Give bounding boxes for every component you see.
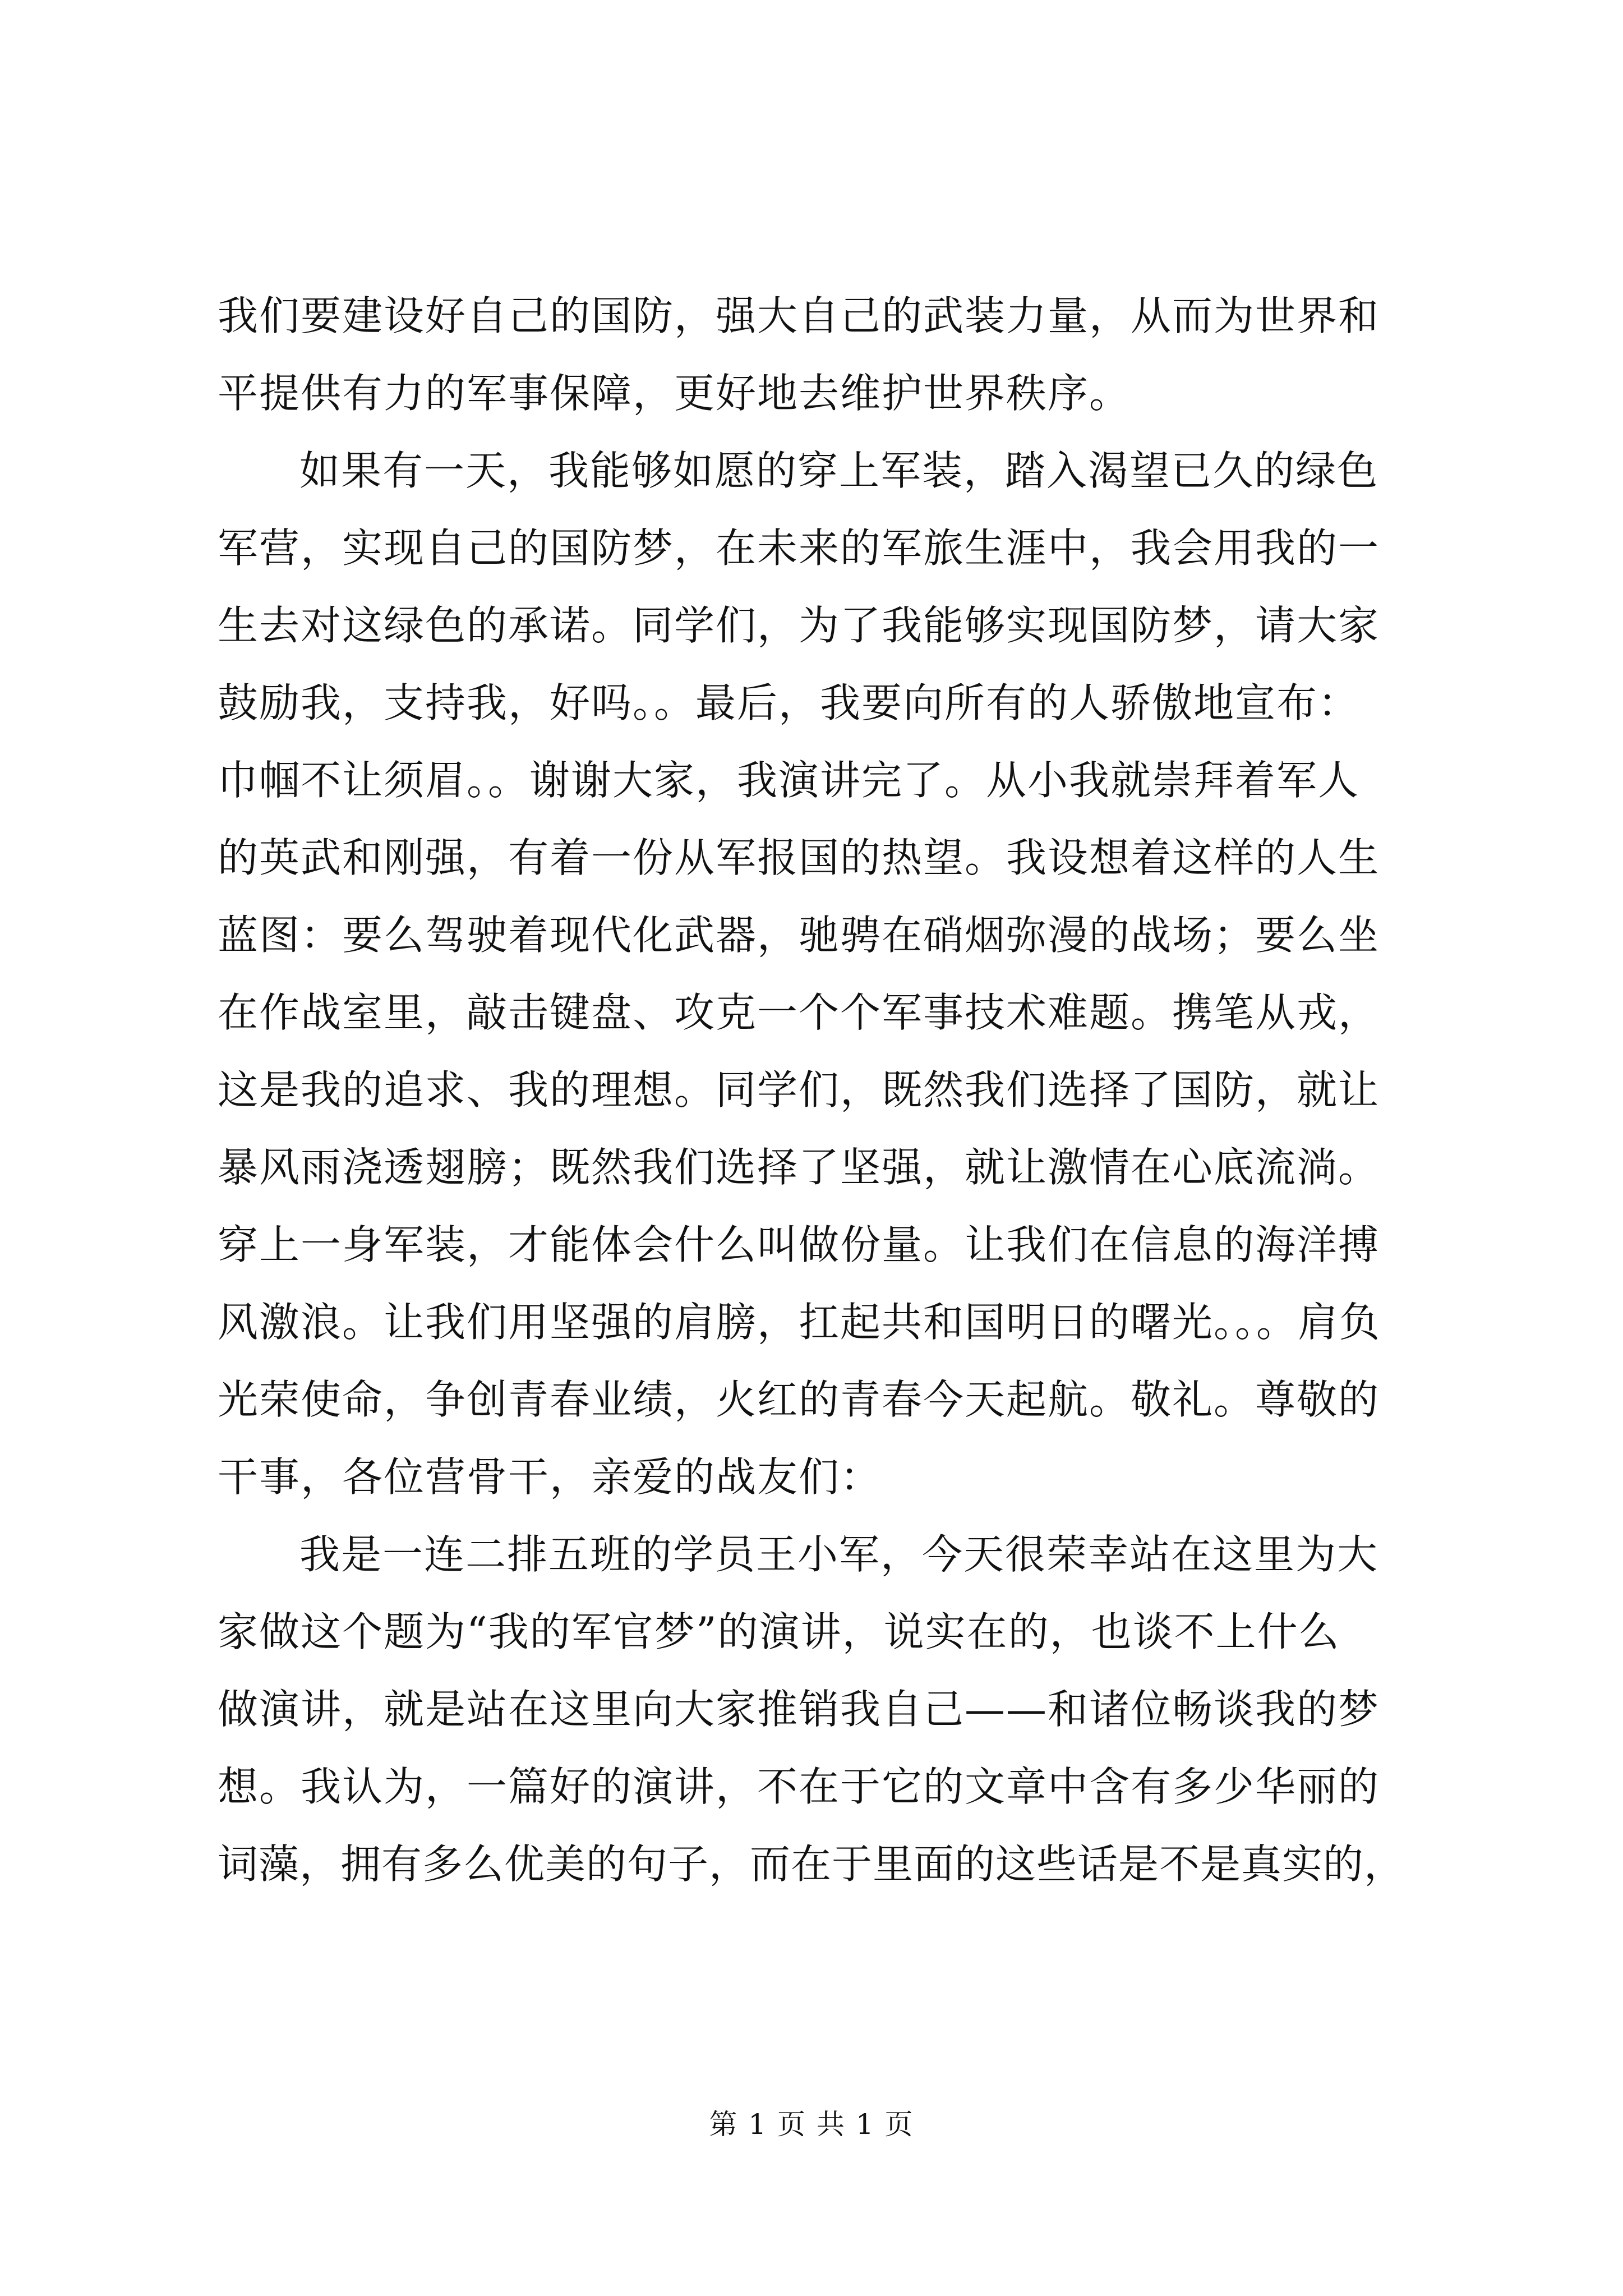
text-line: 做演讲，就是站在这里向大家推销我自己——和诸位畅谈我的梦 <box>218 1686 1380 1733</box>
text-line: 光荣使命，争创青春业绩，火红的青春今天起航。敬礼。尊敬的 <box>218 1376 1380 1423</box>
text-line: 我们要建设好自己的国防，强大自己的武装力量，从而为世界和 <box>218 292 1380 339</box>
text-line: 军营，实现自己的国防梦，在未来的军旅生涯中，我会用我的一 <box>218 524 1380 572</box>
text-line: 家做这个题为“我的军官梦”的演讲，说实在的，也谈不上什么 <box>218 1608 1340 1655</box>
text-line: 在作战室里，敲击键盘、攻克一个个军事技术难题。携笔从戎， <box>218 989 1380 1036</box>
text-line: 暴风雨浇透翅膀；既然我们选择了坚强，就让激情在心底流淌。 <box>218 1144 1380 1191</box>
text-line: 蓝图：要么驾驶着现代化武器，驰骋在硝烟弥漫的战场；要么坐 <box>218 912 1380 959</box>
page-footer: 第 1 页 共 1 页 <box>709 2108 914 2141</box>
text-line: 平提供有力的军事保障，更好地去维护世界秩序。 <box>218 370 1131 417</box>
text-line: 想。我认为，一篇好的演讲，不在于它的文章中含有多少华丽的 <box>218 1763 1380 1810</box>
text-line: 如果有一天，我能够如愿的穿上军装，踏入渴望已久的绿色 <box>299 447 1379 494</box>
text-line: 穿上一身军装，才能体会什么叫做份量。让我们在信息的海洋搏 <box>218 1221 1380 1268</box>
text-line: 生去对这绿色的承诺。同学们，为了我能够实现国防梦，请大家 <box>218 602 1380 649</box>
text-line: 巾帼不让须眉。。谢谢大家，我演讲完了。从小我就崇拜着军人 <box>218 757 1360 804</box>
text-line: 词藻，拥有多么优美的句子，而在于里面的这些话是不是真实的， <box>218 1841 1405 1888</box>
text-line: 风激浪。让我们用坚强的肩膀，扛起共和国明日的曙光。。。肩负 <box>218 1299 1381 1346</box>
text-line: 鼓励我，支持我，好吗。。最后，我要向所有的人骄傲地宣布： <box>218 679 1360 726</box>
text-line: 这是我的追求、我的理想。同学们，既然我们选择了国防，就让 <box>218 1066 1380 1114</box>
text-line: 的英武和刚强，有着一份从军报国的热望。我设想着这样的人生 <box>218 834 1380 881</box>
text-line: 我是一连二排五班的学员王小军，今天很荣幸站在这里为大 <box>299 1531 1379 1578</box>
text-line: 干事，各位营骨干，亲爱的战友们： <box>218 1453 882 1501</box>
